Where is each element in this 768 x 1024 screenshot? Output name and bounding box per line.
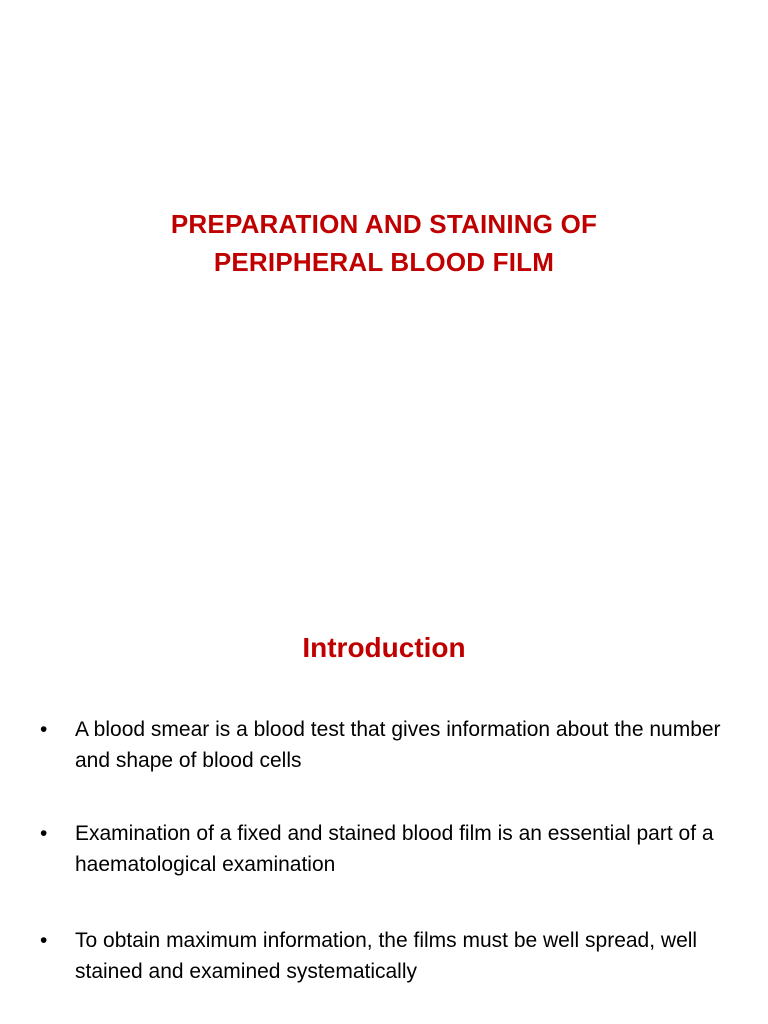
- list-item: [40, 714, 730, 776]
- slide-title-line-1: PREPARATION AND STAINING OF: [170, 209, 598, 239]
- bullet-icon: •: [40, 822, 48, 845]
- bullet-text: A blood smear is a blood test that gives information about the number and shape of blood cells: [75, 718, 721, 772]
- bullet-text: To obtain maximum information, the films must be well spread, well stained and examined systematically: [75, 929, 698, 983]
- section-heading: Introduction: [302, 632, 466, 663]
- slide-title-line-2: PERIPHERAL BLOOD FILM: [213, 247, 555, 277]
- bullet-text: Examination of a fixed and stained blood film is an essential part of a haematological examination: [75, 822, 714, 876]
- list-item: [40, 925, 730, 987]
- bullet-icon: •: [40, 929, 48, 952]
- introduction-slide: [0, 576, 768, 1024]
- bullet-icon: •: [40, 718, 48, 741]
- list-item: [40, 818, 730, 880]
- slide-title: [0, 205, 768, 281]
